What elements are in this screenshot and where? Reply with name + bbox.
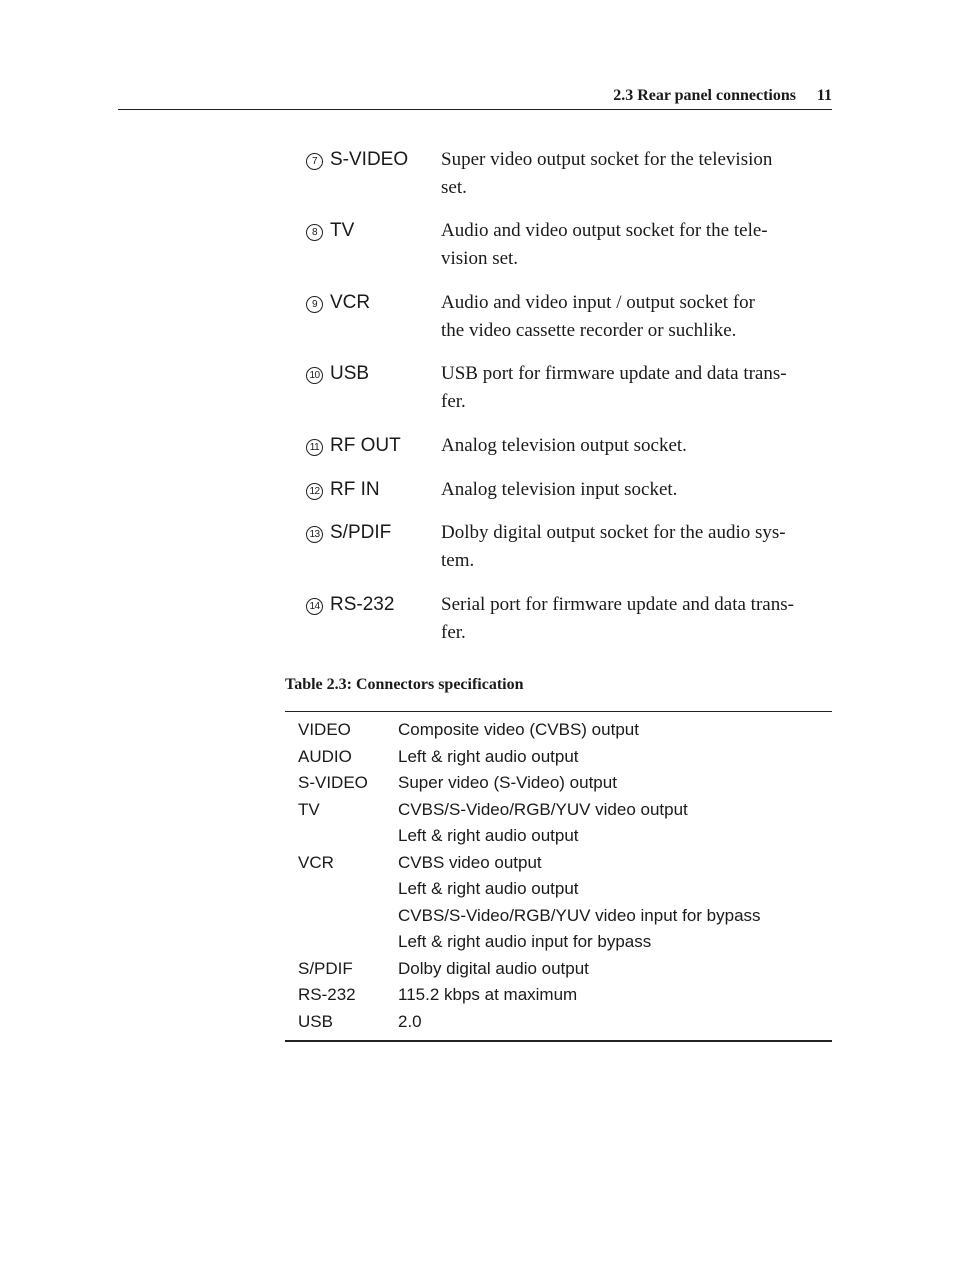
description-term [306,360,369,388]
description-line: Super video output socket for the television [441,149,773,170]
connector-cell: USB [298,1011,333,1031]
description-term [306,432,401,460]
description-text [441,432,851,460]
spec-cell: Dolby digital audio output [398,958,589,978]
description-text [441,519,851,575]
spec-cell: Left & right audio output [398,826,579,845]
description-line: fer. [441,622,466,643]
table-row [285,850,832,876]
spec-cell: CVBS/S-Video/RGB/YUV video output [398,799,688,819]
table-row [285,956,832,982]
description-text [441,289,851,345]
spec-cell: Super video (S-Video) output [398,773,617,792]
description-term [306,217,354,245]
spec-cell: 2.0 [398,1011,422,1031]
description-term [306,146,408,174]
description-line: fer. [441,391,466,412]
term-label: RF IN [330,479,380,500]
connector-cell: TV [298,799,320,819]
connector-cell: AUDIO [298,746,352,766]
spec-cell: Left & right audio output [398,746,579,766]
page-number: 11 [816,87,832,104]
term-label: RF OUT [330,435,401,456]
table-row [285,823,832,849]
table-row [285,929,832,955]
description-text [441,146,851,202]
circled-number: 7 [306,153,323,170]
term-label: S-VIDEO [330,149,409,170]
description-line: Analog television input socket. [441,479,678,500]
circled-number: 13 [306,526,323,543]
table-row [285,717,832,743]
table-row [285,1009,832,1035]
table-row [285,982,832,1008]
description-term [306,591,394,619]
description-line: Audio and video output socket for the tele- [441,220,768,241]
spec-cell: Composite video (CVBS) output [398,720,639,739]
table-caption: Table 2.3: Connectors specification [285,676,524,693]
description-term [306,289,370,317]
description-line: vision set. [441,248,519,269]
circled-number: 11 [306,439,323,456]
section-title: 2.3 Rear panel connections [613,87,796,104]
description-text [441,217,851,273]
term-label: RS-232 [330,594,395,615]
spec-cell: 115.2 kbps at maximum [398,985,578,1004]
table-row [285,876,832,902]
spec-cell: CVBS video output [398,852,542,872]
running-header [118,86,832,110]
description-text [441,591,851,647]
connector-cell: S-VIDEO [298,773,368,792]
connector-cell: VIDEO [298,720,351,739]
description-term [306,476,380,504]
description-line: Analog television output socket. [441,435,687,456]
table-row [285,744,832,770]
spec-cell: Left & right audio input for bypass [398,932,652,951]
circled-number: 9 [306,296,323,313]
circled-number: 14 [306,598,323,615]
circled-number: 8 [306,224,323,241]
description-line: Dolby digital output socket for the audio sys- [441,522,786,543]
connector-cell: S/PDIF [298,958,353,978]
description-term [306,519,391,547]
term-label: VCR [330,292,371,313]
description-text [441,360,851,416]
term-label: USB [330,363,370,384]
description-line: Serial port for firmware update and data trans- [441,594,794,615]
term-label: S/PDIF [330,522,392,543]
description-line: tem. [441,550,475,571]
description-line: USB port for firmware update and data trans- [441,363,787,384]
circled-number: 12 [306,483,323,500]
table-row [285,903,832,929]
term-label: TV [330,220,355,241]
connectors-spec-table [285,711,832,1042]
connector-cell: RS-232 [298,985,356,1004]
circled-number: 10 [306,367,323,384]
table-row [285,770,832,796]
connector-cell: VCR [298,852,334,872]
description-line: set. [441,177,467,198]
spec-cell: Left & right audio output [398,879,579,898]
description-line: Audio and video input / output socket for [441,292,755,313]
description-line: the video cassette recorder or suchlike. [441,320,737,341]
description-text [441,476,851,504]
spec-cell: CVBS/S-Video/RGB/YUV video input for bypass [398,905,761,925]
table-row [285,797,832,823]
